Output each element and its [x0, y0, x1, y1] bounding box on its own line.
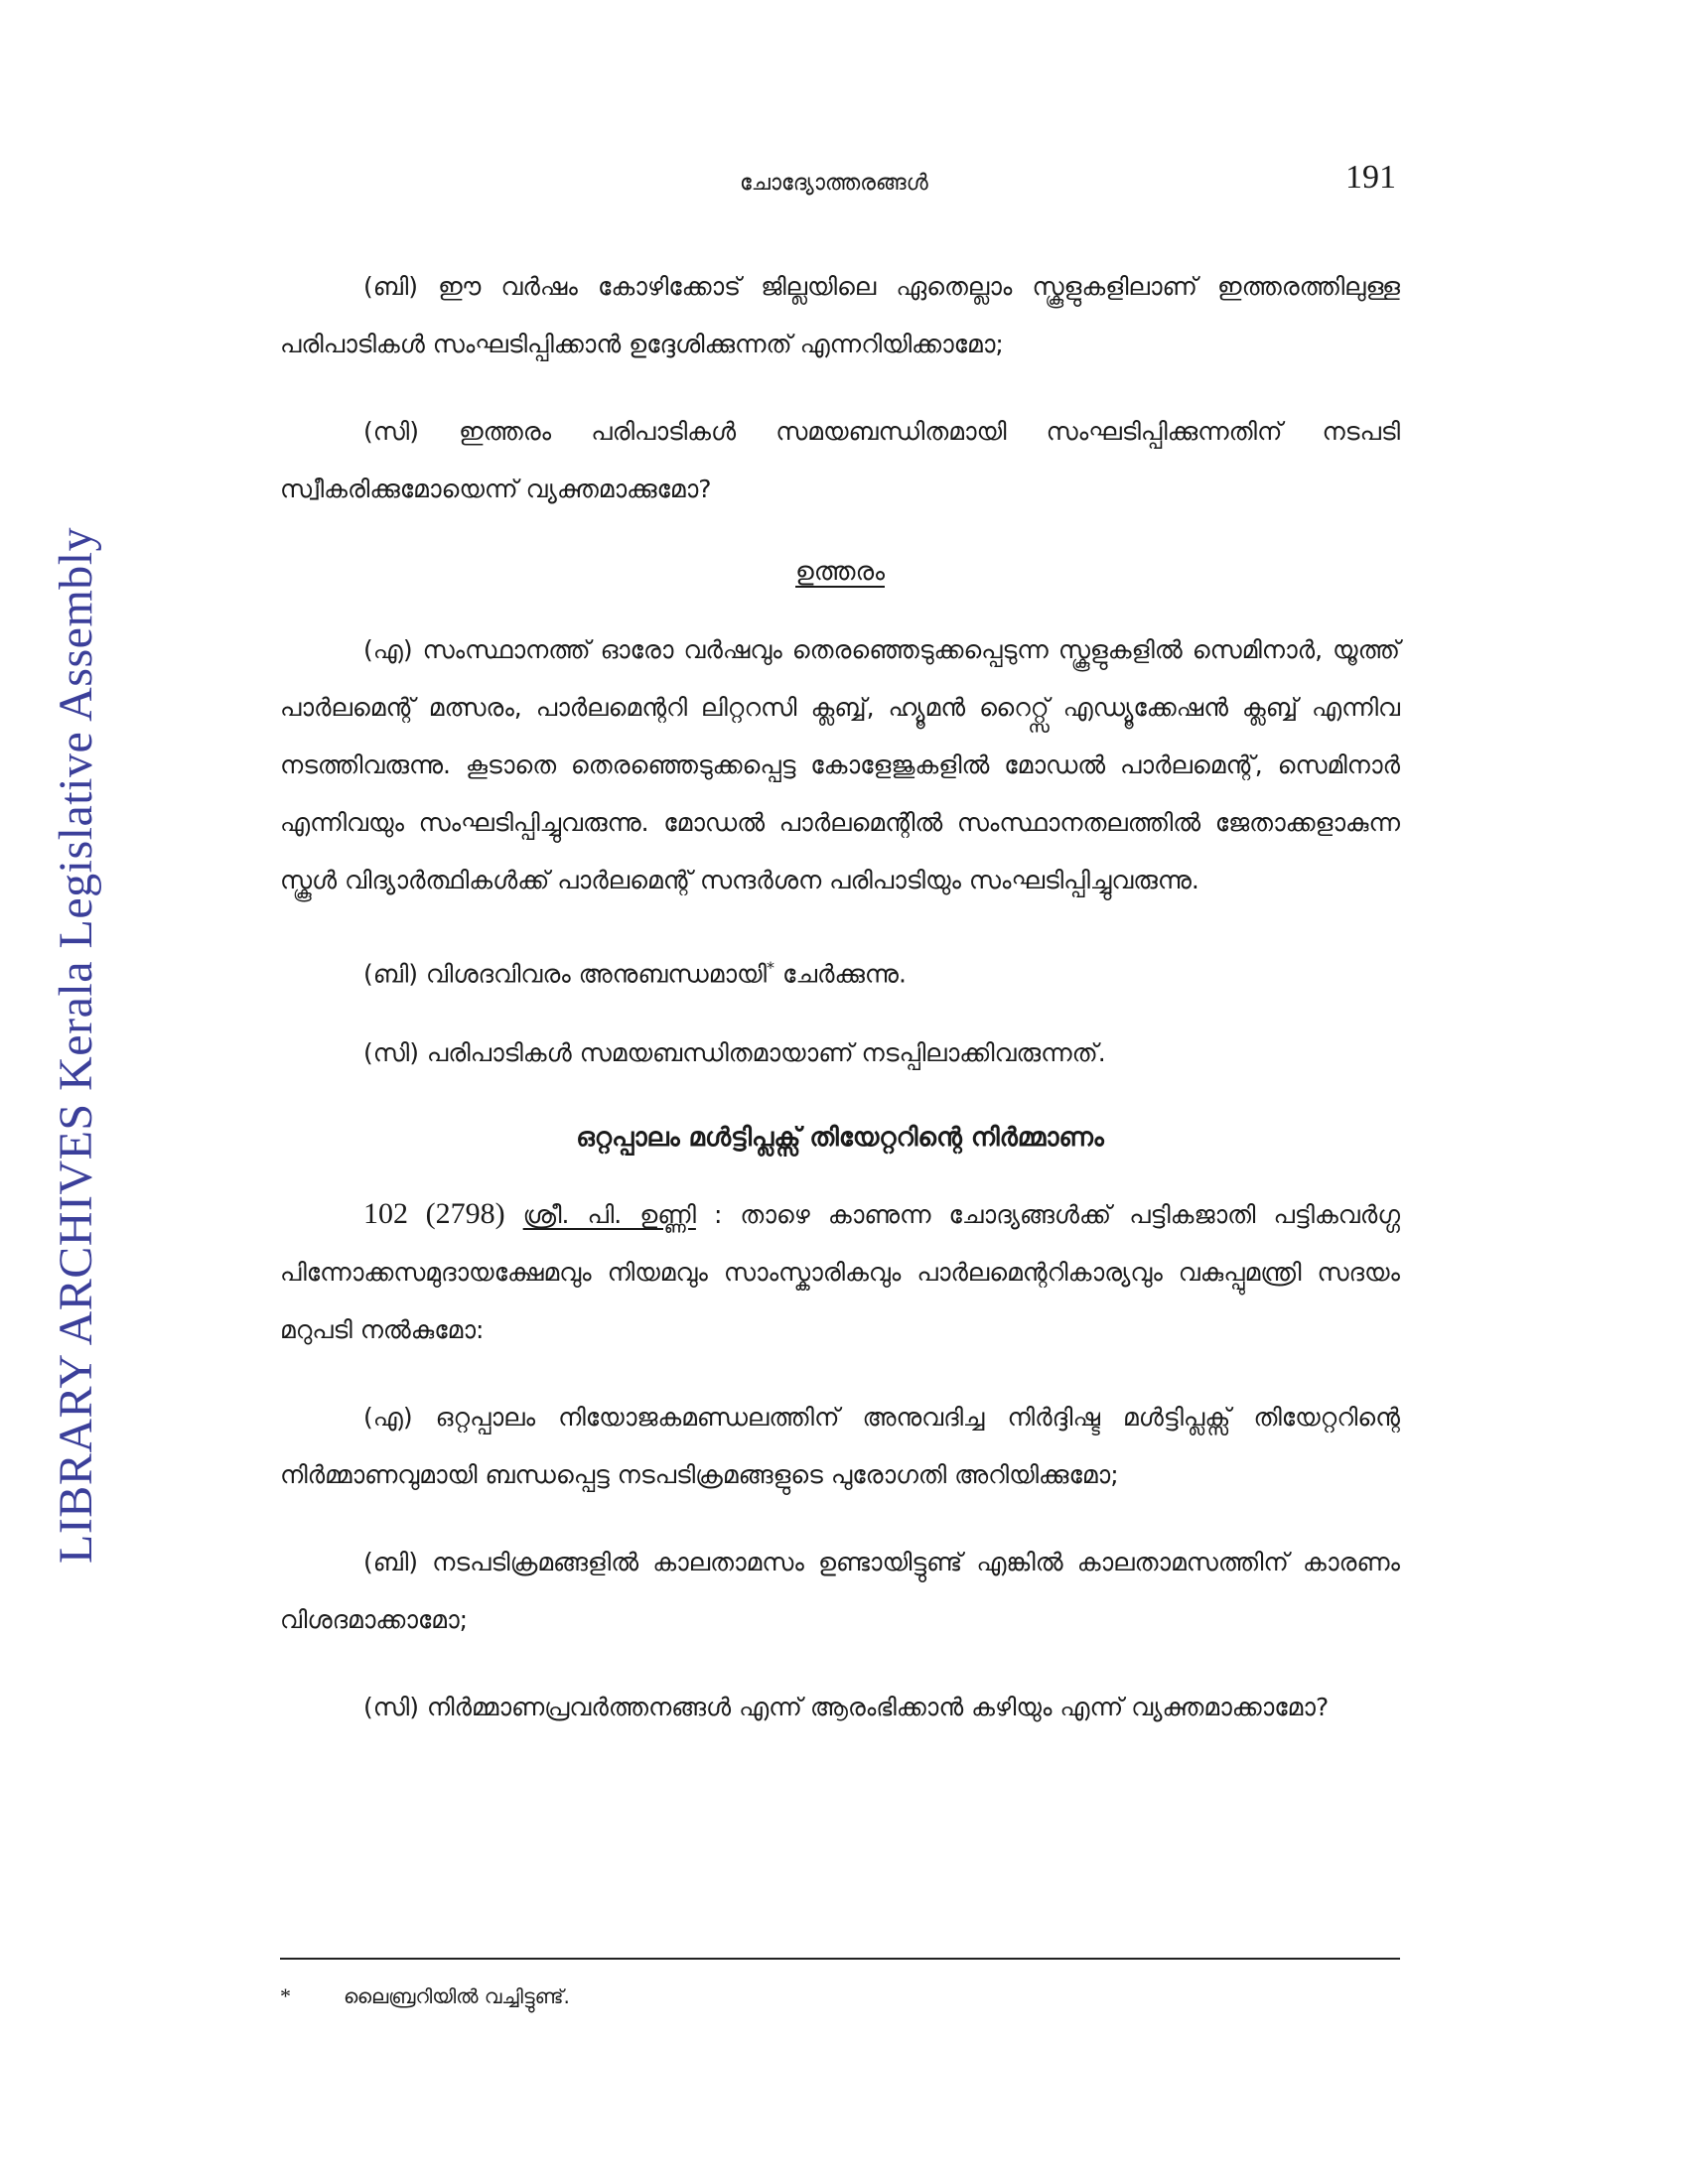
question-102-intro-text: : താഴെ കാണുന്ന ചോദ്യങ്ങൾക്ക് പട്ടികജാതി പട്ടികവർഗ്ഗ പിന്നോക്കസമുദായക്ഷേമവും നിയമവും സാംസ്കാരികവും പാർലമെന്ററികാര്യവും വകുപ്പുമന്ത്രി സദയം മറുപടി നൽകുമോ: — [280, 1200, 1400, 1345]
footnote-mark: * — [280, 1983, 291, 2008]
footnote — [280, 1983, 570, 2009]
answer-heading — [280, 548, 1400, 596]
footnote-text: ലൈബ്രറിയിൽ വച്ചിട്ടുണ്ട്. — [344, 1984, 570, 2008]
question-102-intro — [280, 1185, 1400, 1359]
page-number: 191 — [1345, 159, 1396, 196]
answer-part-b-end: ചേർക്കുന്നു. — [774, 959, 907, 989]
footnote-reference: * — [767, 958, 775, 977]
question-102-title: ഒറ്റപ്പാലം മൾട്ടിപ്ലക്സ് തിയേറ്ററിന്റെ നിർമ്മാണം — [576, 1123, 1104, 1154]
member-name: ശ്രീ. പി. ഉണ്ണി — [522, 1200, 696, 1230]
answer-heading-text: ഉത്തരം — [795, 557, 885, 587]
page-body — [280, 258, 1400, 1766]
answer-part-b-text: (ബി) വിശദവിവരം അനുബന്ധമായി — [363, 959, 768, 989]
question-101-part-b: (ബി) ഈ വർഷം കോഴിക്കോട് ജില്ലയിലെ ഏതെല്ലാം സ്കൂളുകളിലാണ് ഇത്തരത്തിലുള്ള പരിപാടികൾ സംഘടിപ്പിക്കാൻ ഉദ്ദേശിക്കുന്നത് എന്നറിയിക്കാമോ; — [280, 272, 1400, 358]
question-number: 102 (2798) — [363, 1197, 505, 1231]
footnote-divider — [280, 1958, 1400, 1960]
running-title: ചോദ്യോത്തരങ്ങൾ — [740, 171, 928, 196]
answer-part-b — [280, 939, 1400, 1003]
answer-part-a: (എ) സംസ്ഥാനത്ത് ഓരോ വർഷവും തെരഞ്ഞെടുക്കപ്പെടുന്ന സ്കൂളുകളിൽ സെമിനാർ, യൂത്ത് പാർലമെന്റ് മത്സരം, പാർലമെന്ററി ലിറ്ററസി ക്ലബ്ബ്, ഹ്യൂമൻ റൈറ്റ്സ് എഡ്യൂക്കേഷൻ ക്ലബ്ബ് എന്നിവ നടത്തിവരുന്നു. കൂടാതെ തെരഞ്ഞെടുക്കപ്പെട്ട കോളേജുകളിൽ മോഡൽ പാർലമെന്റ്, സെമിനാർ എന്നിവയും സംഘടിപ്പിച്ചുവരുന്നു. മോഡൽ പാർലമെന്റിൽ സംസ്ഥാനതലത്തിൽ ജേതാക്കളാകുന്ന സ്കൂൾ വിദ്യാർത്ഥികൾക്ക് പാർലമെന്റ് സന്ദർശന പരിപാടിയും സംഘടിപ്പിച്ചുവരുന്നു. — [280, 635, 1400, 894]
question-101-part-c: (സി) ഇത്തരം പരിപാടികൾ സമയബന്ധിതമായി സംഘടിപ്പിക്കുന്നതിന് നടപടി സ്വീകരിക്കുമോയെന്ന് വ്യക്തമാക്കുമോ? — [280, 417, 1400, 503]
answer-part-c: (സി) പരിപാടികൾ സമയബന്ധിതമായാണ് നടപ്പിലാക്കിവരുന്നത്. — [363, 1038, 1106, 1068]
question-102-part-b: (ബി) നടപടിക്രമങ്ങളിൽ കാലതാമസം ഉണ്ടായിട്ടുണ്ട് എങ്കിൽ കാലതാമസത്തിന് കാരണം വിശദമാക്കാമോ; — [280, 1548, 1400, 1635]
archive-watermark: LIBRARY ARCHIVES Kerala Legislative Assembly — [50, 526, 102, 1564]
question-102-part-a: (എ) ഒറ്റപ്പാലം നിയോജകമണ്ഡലത്തിന് അനുവദിച്ച നിർദ്ദിഷ്ട മൾട്ടിപ്ലക്സ് തിയേറ്ററിന്റെ നിർമ്മാണവുമായി ബന്ധപ്പെട്ട നടപടിക്രമങ്ങളുടെ പുരോഗതി അറിയിക്കുമോ; — [280, 1403, 1400, 1490]
question-102-part-c: (സി) നിർമ്മാണപ്രവർത്തനങ്ങൾ എന്ന് ആരംഭിക്കാൻ കഴിയും എന്ന് വ്യക്തമാക്കാമോ? — [363, 1693, 1330, 1722]
